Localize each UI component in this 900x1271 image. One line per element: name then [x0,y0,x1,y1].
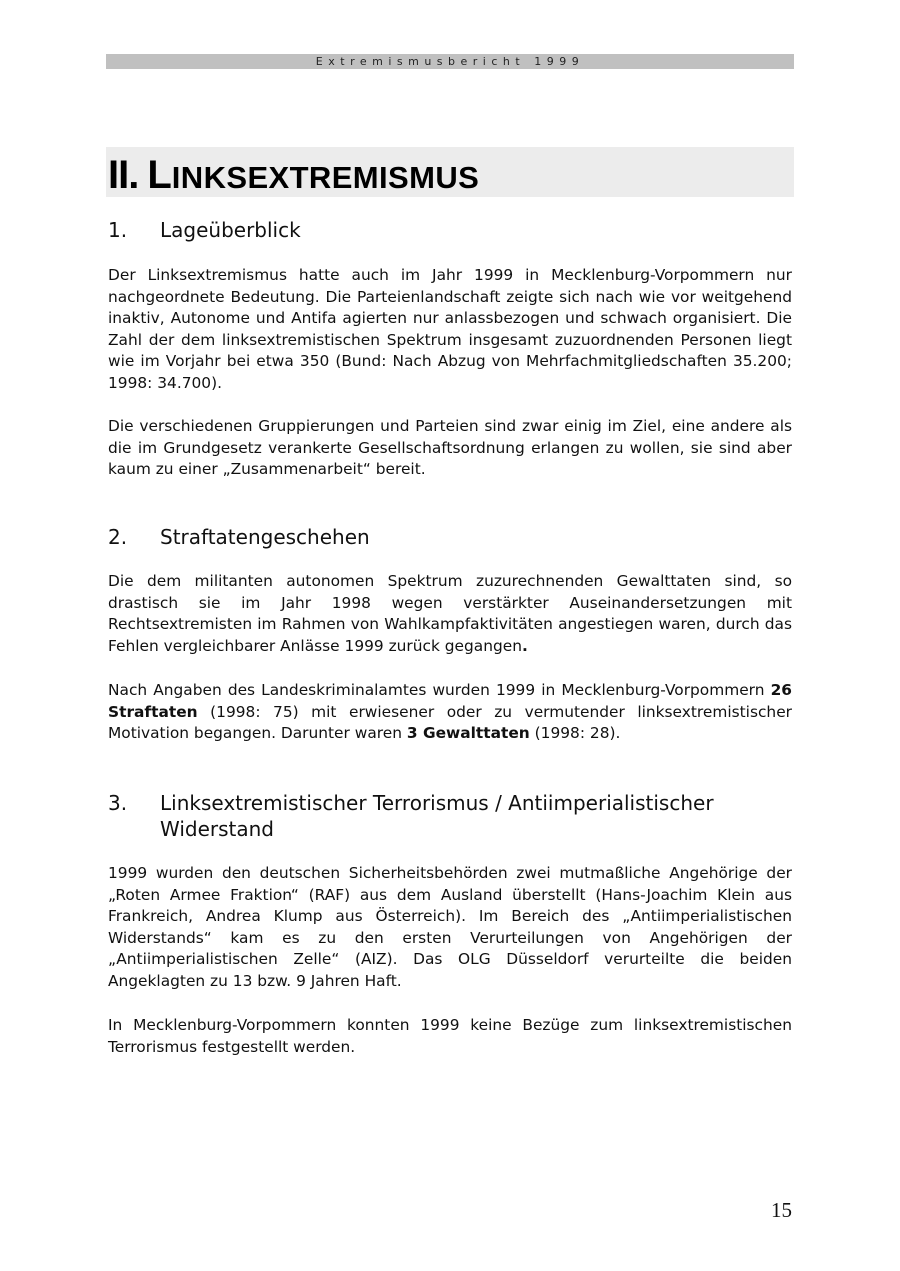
running-header [106,54,794,69]
running-header-text: Extremismusbericht 1999 [315,55,585,68]
paragraph-2-1-end-mark: . [521,636,528,655]
section-number: 3. [108,791,128,815]
paragraph-2-1-text: Die dem militanten autonomen Spektrum zuzurechnenden Gewalttaten sind, so drastisch sie im Jahr 1998 wegen verstärkter Auseinandersetzungen mit Rechtsextremisten im Rahmen von Wahlkampfaktivitäten angestiegen waren, durch das Fehlen vergleichbarer Anlässe 1999 zurück gegangen [108,572,792,655]
paragraph-3-2: In Mecklenburg-Vorpommern konnten 1999 keine Bezüge zum linksextremistischen Terrorismus festgestellt werden. [108,1016,792,1056]
chapter-title-box [106,147,794,197]
paragraph-2-2-lead: Nach Angaben des Landeskriminalamtes wurden 1999 in Mecklenburg-Vorpommern [108,681,765,699]
paragraph-2-1 [108,571,792,657]
section-title: Lageüberblick [160,218,301,242]
section-title: Linksextremistischer Terrorismus / Antiimperialistischer Widerstand [160,791,714,841]
section-title: Straftatengeschehen [160,525,370,549]
paragraph-2-2-tail: (1998: 28). [534,724,621,743]
section-number: 2. [108,525,128,549]
chapter-number: II. [108,153,139,197]
section-heading-3 [108,790,720,842]
paragraph-3-1: 1999 wurden den deutschen Sicherheitsbehörden zwei mutmaßliche Angehörige der „Roten Armee Fraktion“ (RAF) aus dem Ausland überstellt (Hans-Joachim Klein aus Frankreich, Andrea Klump aus Österreich). Im Bereich des „Antiimperialistischen Widerstands“ kam es zu den ersten Verurteilungen von Angehörigen der „Antiimperialistischen Zelle“ (AIZ). Das OLG Düsseldorf verurteilte die beiden Angeklagten zu 13 bzw. 9 Jahren Haft. [108,864,792,990]
chapter-title-initial: L [147,153,172,197]
section-number: 1. [108,218,128,242]
section-heading-1 [108,217,720,243]
paragraph-2-2-middle: (1998: 75) mit erwiesener oder zu vermutender linksextremistischer Motivation begangen. Darunter waren [108,702,792,743]
violent-offense-count: 3 Gewalttaten [406,724,530,743]
section-heading-2 [108,524,720,550]
chapter-title [108,153,479,198]
paragraph-1-2: Die verschiedenen Gruppierungen und Parteien sind zwar einig im Ziel, eine andere als die im Grundgesetz verankerte Gesellschaftsordnung erlangen zu wollen, sie sind aber kaum zu einer „Zusammenarbeit“ bereit. [108,417,792,479]
paragraph-1-1: Der Linksextremismus hatte auch im Jahr 1999 in Mecklenburg-Vorpommern nur nachgeordnete Bedeutung. Die Parteienlandschaft zeigte sich nach wie vor weitgehend inaktiv, Autonome und Antifa agierten nur anlassbezogen und schwach organisiert. Die Zahl der dem linksextremistischen Spektrum insgesamt zuzuordnenden Personen liegt wie im Vorjahr bei etwa 350 (Bund: Nach Abzug von Mehrfachmitgliedschaften 35.200; 1998: 34.700). [108,266,792,392]
paragraph-2-2 [108,680,792,745]
page-number: 15 [771,1198,792,1222]
chapter-title-rest: INKSEXTREMISMUS [171,160,480,195]
offense-count: 26 Straftaten [108,681,792,721]
